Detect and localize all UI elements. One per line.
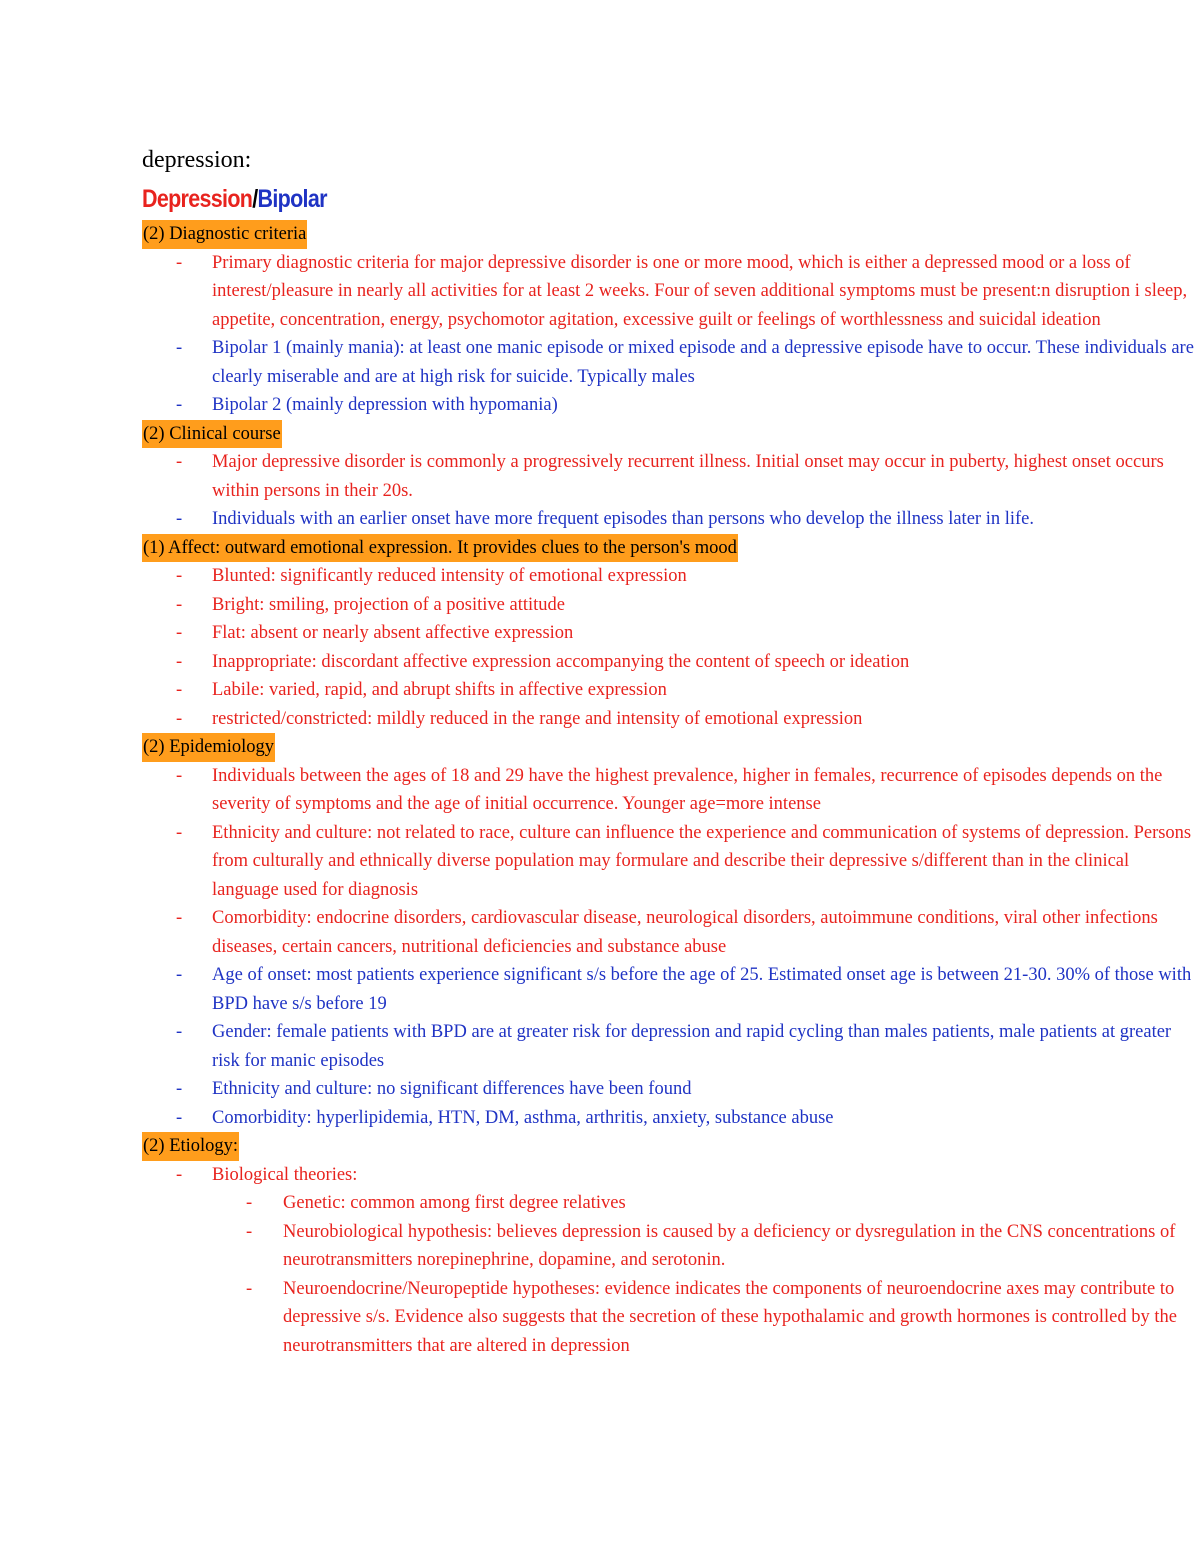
list-item: - Primary diagnostic criteria for major depressive disorder is one or more mood, which is either a depressed mood or a loss of interest/pleasure in nearly all activities for at least 2 weeks. Four of seven additional symptoms must be present:n disruption i sleep, appetite, concentration, energy, psychomotor agitation, excessive guilt or feelings of worthlessness and suicidal ideation: [176, 252, 1188, 330]
doc-title: [142, 178, 1050, 220]
title-slash: /: [252, 185, 258, 213]
section-header: (2) Epidemiology: [142, 733, 275, 762]
section-header: (2) Etiology:: [142, 1132, 239, 1161]
section-epidemiology: [142, 733, 1198, 1132]
section-header: (2) Diagnostic criteria: [142, 220, 307, 249]
list-item: - Inappropriate: discordant affective expression accompanying the content of speech or ideation: [176, 651, 910, 672]
section-header: (1) Affect: outward emotional expression. It provides clues to the person's mood: [142, 534, 738, 563]
section-etiology: [142, 1132, 1198, 1360]
section-diagnostic-criteria: [142, 220, 1198, 420]
title-bipolar: Bipolar: [257, 185, 327, 213]
list-item: - Comorbidity: hyperlipidemia, HTN, DM, asthma, arthritis, anxiety, substance abuse: [176, 1107, 834, 1128]
list-item: - Bipolar 2 (mainly depression with hypomania): [176, 395, 558, 415]
sub-list-item: - Neuroendocrine/Neuropeptide hypotheses: evidence indicates the components of neuroendocrine axes may contribute to depressive s/s. Evidence also suggests that the secretion of these hypothalamic and growth hormones is controlled by the neurotransmitters that are altered in depression: [246, 1278, 1177, 1356]
list-item: - Ethnicity and culture: no significant differences have been found: [176, 1079, 692, 1099]
list-item: - Age of onset: most patients experience significant s/s before the age of 25. Estimated onset age is between 21-30. 30% of those with BPD have s/s before 19: [176, 965, 1192, 1014]
sub-list-item: - Genetic: common among first degree relatives: [246, 1193, 626, 1213]
document-page: [142, 142, 1198, 1360]
list-item: - Labile: varied, rapid, and abrupt shifts in affective expression: [176, 680, 667, 700]
list-item: - Comorbidity: endocrine disorders, cardiovascular disease, neurological disorders, autoimmune conditions, viral other infections diseases, certain cancers, nutritional deficiencies and substance abuse: [176, 908, 1158, 957]
section-header: (2) Clinical course: [142, 420, 282, 449]
list-item: - Bright: smiling, projection of a positive attitude: [176, 594, 565, 615]
list-item: - Bipolar 1 (mainly mania): at least one manic episode or mixed episode and a depressive episode have to occur. These individuals are clearly miserable and are at high risk for suicide. Typically males: [176, 338, 1194, 387]
section-clinical-course: [142, 420, 1198, 534]
list-item: - Gender: female patients with BPD are at greater risk for depression and rapid cycling than males patients, male patients at greater risk for manic episodes: [176, 1022, 1172, 1071]
list-item: - restricted/constricted: mildly reduced in the range and intensity of emotional expression: [176, 708, 863, 729]
list-item: - Blunted: significantly reduced intensity of emotional expression: [176, 566, 687, 586]
list-item: - Ethnicity and culture: not related to race, culture can influence the experience and communication of systems of depression. Persons from culturally and ethnically diverse population may formulare and describe their depressive s/different than in the clinical language used for diagnosis: [176, 822, 1192, 900]
title-depression: Depression: [142, 185, 253, 213]
list-item: - Individuals with an earlier onset have more frequent episodes than persons who develop the illness later in life.: [176, 509, 1034, 529]
list-item: - Major depressive disorder is commonly a progressively recurrent illness. Initial onset may occur in puberty, highest onset occurs within persons in their 20s.: [176, 452, 1164, 501]
list-item: - Flat: absent or nearly absent affective expression: [176, 623, 574, 643]
list-item: - Individuals between the ages of 18 and 29 have the highest prevalence, higher in females, recurrence of episodes depends on the severity of symptoms and the age of initial occurrence. Younger age=more intense: [176, 765, 1163, 814]
doc-heading: depression:: [142, 147, 252, 173]
sub-list-item: - Neurobiological hypothesis: believes depression is caused by a deficiency or dysregulation in the CNS concentrations of neurotransmitters norepinephrine, dopamine, and serotonin.: [246, 1221, 1176, 1270]
list-item: - Biological theories:: [176, 1164, 358, 1185]
section-affect: [142, 534, 1198, 734]
